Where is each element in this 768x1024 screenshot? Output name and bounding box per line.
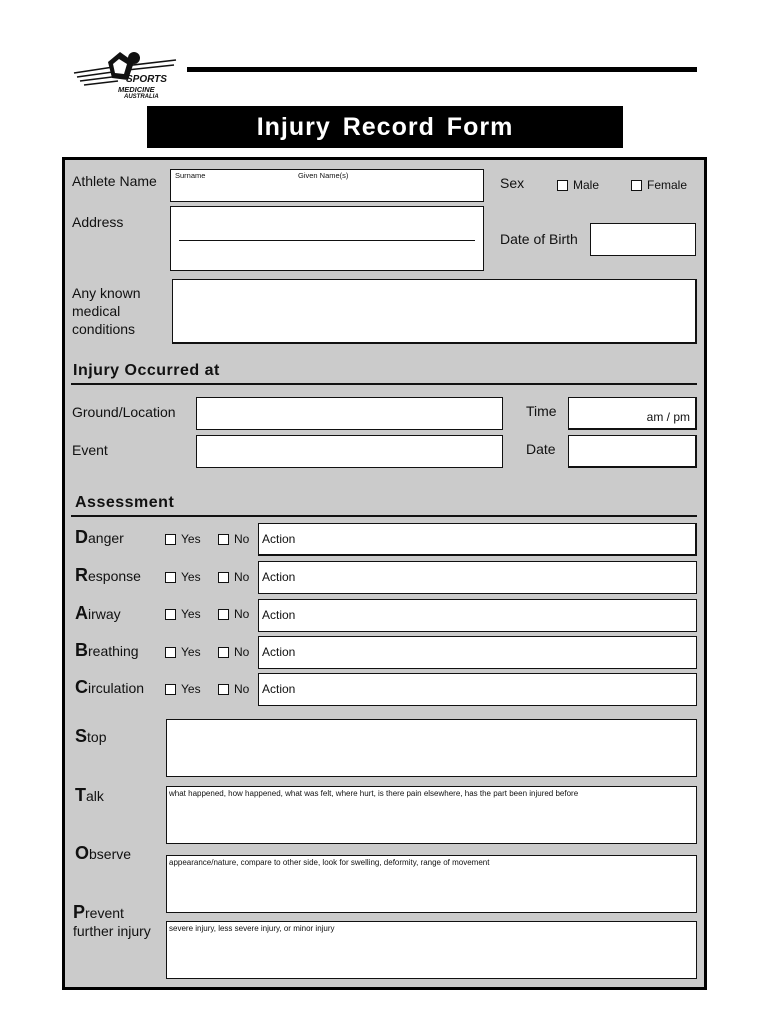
male-label: Male bbox=[573, 178, 600, 192]
circulation-action-label: Action bbox=[262, 682, 296, 696]
injury-occurred-rule bbox=[71, 383, 697, 385]
breathing-no-checkbox[interactable] bbox=[218, 647, 229, 658]
circulation-action-field[interactable] bbox=[258, 673, 697, 706]
sports-medicine-australia-logo bbox=[72, 48, 182, 104]
airway-rest: irway bbox=[88, 606, 121, 622]
danger-no-checkbox[interactable] bbox=[218, 534, 229, 545]
airway-action-label: Action bbox=[262, 608, 296, 622]
prevent-rest: revent bbox=[85, 905, 124, 921]
prevent-hint: severe injury, less severe injury, or minor injury bbox=[169, 924, 335, 933]
airway-action-field[interactable] bbox=[258, 599, 697, 632]
breathing-action-label: Action bbox=[262, 645, 296, 659]
prevent-label bbox=[73, 902, 124, 923]
athlete-name-label: Athlete Name bbox=[72, 173, 157, 189]
airway-no-label: No bbox=[234, 607, 250, 621]
sex-label: Sex bbox=[500, 175, 525, 191]
event-field[interactable] bbox=[196, 435, 503, 468]
circulation-no-label: No bbox=[234, 682, 250, 696]
address-field[interactable] bbox=[170, 206, 484, 271]
airway-no-checkbox[interactable] bbox=[218, 609, 229, 620]
breathing-rest: reathing bbox=[88, 643, 139, 659]
logo-text-australia: AUSTRALIA bbox=[124, 94, 159, 100]
breathing-yes-checkbox[interactable] bbox=[165, 647, 176, 658]
breathing-initial: B bbox=[75, 640, 88, 660]
circulation-yes-checkbox[interactable] bbox=[165, 684, 176, 695]
female-checkbox[interactable] bbox=[631, 180, 642, 191]
observe-rest: bserve bbox=[89, 846, 132, 862]
ground-location-label: Ground/Location bbox=[72, 404, 176, 420]
address-divider bbox=[179, 240, 475, 241]
airway-yes-checkbox[interactable] bbox=[165, 609, 176, 620]
response-no-label: No bbox=[234, 570, 250, 584]
breathing-action-field[interactable] bbox=[258, 636, 697, 669]
danger-rest: anger bbox=[88, 530, 124, 546]
dob-label: Date of Birth bbox=[500, 231, 578, 247]
airway-yes-label: Yes bbox=[181, 607, 201, 621]
talk-hint: what happened, how happened, what was felt, where hurt, is there pain elsewhere, has the part been injured before bbox=[169, 789, 579, 798]
medical-conditions-label: Any known medical conditions bbox=[72, 285, 141, 337]
response-initial: R bbox=[75, 565, 88, 585]
assessment-rule bbox=[71, 515, 697, 517]
assessment-heading: Assessment bbox=[75, 494, 175, 511]
stop-field[interactable] bbox=[166, 719, 697, 777]
female-label: Female bbox=[647, 178, 688, 192]
danger-action-field[interactable] bbox=[258, 523, 697, 556]
talk-label bbox=[75, 785, 104, 806]
observe-initial: O bbox=[75, 843, 90, 863]
prevent-label-line2: further injury bbox=[73, 923, 151, 939]
response-rest: esponse bbox=[88, 568, 141, 584]
logo-text-sports: SPORTS bbox=[126, 74, 167, 85]
response-yes-checkbox[interactable] bbox=[165, 572, 176, 583]
prevent-field[interactable] bbox=[166, 921, 697, 979]
breathing-no-label: No bbox=[234, 645, 250, 659]
am-pm-hint: am / pm bbox=[646, 410, 690, 424]
stop-initial: S bbox=[75, 726, 88, 746]
address-label: Address bbox=[72, 214, 124, 230]
danger-yes-checkbox[interactable] bbox=[165, 534, 176, 545]
response-action-field[interactable] bbox=[258, 561, 697, 594]
circulation-no-checkbox[interactable] bbox=[218, 684, 229, 695]
given-name-hint: Given Name(s) bbox=[298, 171, 349, 180]
stop-label bbox=[75, 726, 106, 747]
male-checkbox[interactable] bbox=[557, 180, 568, 191]
observe-label bbox=[75, 843, 131, 864]
dob-field[interactable] bbox=[590, 223, 696, 256]
form-title: Injury Record Form bbox=[147, 106, 623, 148]
danger-yes-label: Yes bbox=[181, 532, 201, 546]
circulation-yes-label: Yes bbox=[181, 682, 201, 696]
danger-initial: D bbox=[75, 527, 88, 547]
breathing-label bbox=[75, 640, 139, 661]
danger-action-label: Action bbox=[262, 532, 296, 546]
response-label bbox=[75, 565, 141, 586]
circulation-initial: C bbox=[75, 677, 88, 697]
airway-label bbox=[75, 603, 121, 624]
logo-text-medicine: MEDICINE bbox=[118, 85, 155, 94]
prevent-initial: P bbox=[73, 902, 86, 922]
athlete-name-field[interactable] bbox=[170, 169, 484, 202]
observe-field[interactable] bbox=[166, 855, 697, 913]
ground-location-field[interactable] bbox=[196, 397, 503, 430]
form-panel bbox=[62, 157, 707, 990]
talk-rest: alk bbox=[86, 788, 104, 804]
breathing-yes-label: Yes bbox=[181, 645, 201, 659]
date-field[interactable] bbox=[568, 435, 697, 468]
danger-no-label: No bbox=[234, 532, 250, 546]
circulation-rest: irculation bbox=[88, 680, 145, 696]
circulation-label bbox=[75, 677, 144, 698]
danger-label bbox=[75, 527, 124, 548]
date-label: Date bbox=[526, 441, 556, 457]
time-field[interactable] bbox=[568, 397, 697, 430]
airway-initial: A bbox=[75, 603, 88, 623]
time-label: Time bbox=[526, 403, 557, 419]
injury-occurred-heading: Injury Occurred at bbox=[73, 362, 220, 379]
event-label: Event bbox=[72, 442, 108, 458]
response-yes-label: Yes bbox=[181, 570, 201, 584]
header-rule bbox=[187, 67, 697, 72]
stop-rest: top bbox=[87, 729, 107, 745]
response-action-label: Action bbox=[262, 570, 296, 584]
talk-initial: T bbox=[75, 785, 86, 805]
response-no-checkbox[interactable] bbox=[218, 572, 229, 583]
medical-conditions-field[interactable] bbox=[172, 279, 697, 344]
talk-field[interactable] bbox=[166, 786, 697, 844]
surname-hint: Surname bbox=[175, 171, 206, 180]
observe-hint: appearance/nature, compare to other side, look for swelling, deformity, range of movement bbox=[169, 858, 490, 867]
